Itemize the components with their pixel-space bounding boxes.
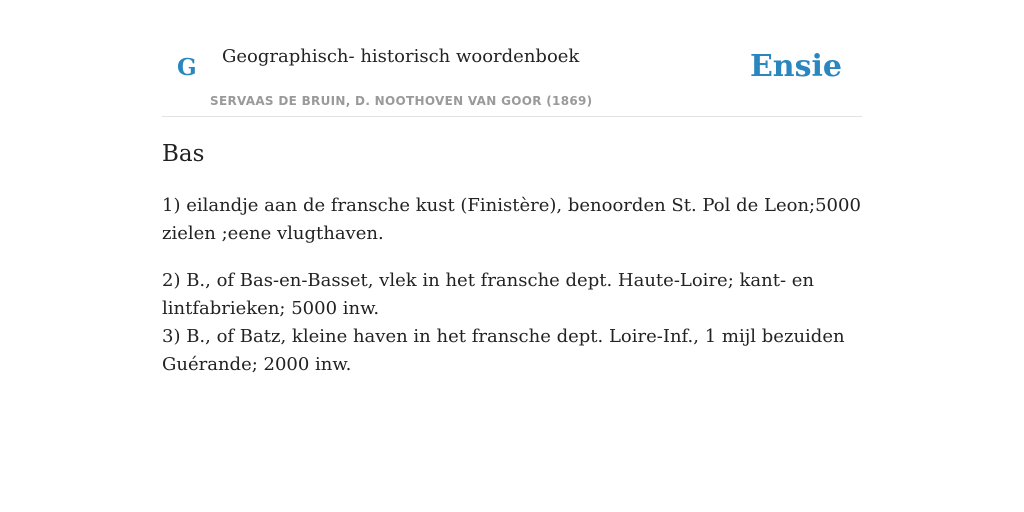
definition-paragraph: [162, 192, 862, 248]
book-author: SERVAAS DE BRUIN, D. NOOTHOVEN VAN GOOR (1869): [210, 94, 593, 108]
ensie-logo-link[interactable]: Ensie: [749, 49, 842, 84]
definition-text: 2) B., of Bas-en-Basset, vlek in het fransche dept. Haute-Loire; kant- en lintfabrieken; 5000 inw.: [162, 270, 814, 319]
definition-paragraph: [162, 267, 862, 379]
book-header: [162, 0, 862, 117]
definition-text: 1) eilandje aan de fransche kust (Finistère), benoorden St. Pol de Leon;5000 zielen ;eene vlugthaven.: [162, 195, 861, 244]
entry-headword: Bas: [162, 141, 205, 167]
definition-text: 3) B., of Batz, kleine haven in het fransche dept. Loire-Inf., 1 mijl bezuiden Guérande; 2000 inw.: [162, 326, 845, 375]
book-letter-icon[interactable]: G: [177, 54, 197, 81]
page-container: [162, 0, 862, 375]
book-title-link[interactable]: Geographisch- historisch woordenboek: [222, 46, 580, 67]
